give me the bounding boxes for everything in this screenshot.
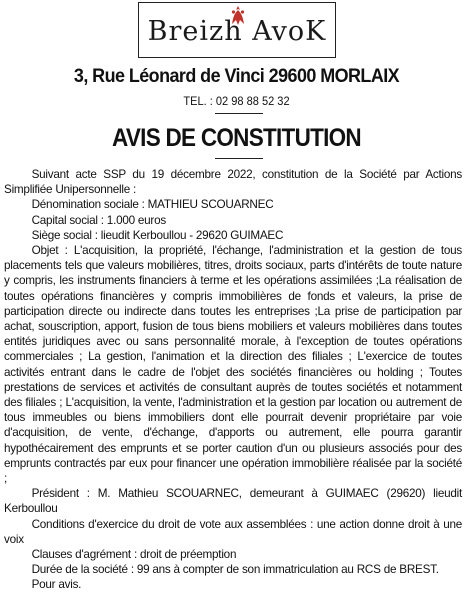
office-phone: TEL. : 02 98 88 52 32 — [183, 94, 290, 108]
siege-line: Siège social : lieudit Kerboullou - 29620 GUIMAEC — [31, 227, 284, 242]
office-address: 3, Rue Léonard de Vinci 29600 MORLAIX — [73, 65, 400, 87]
conditions-paragraph: Conditions d'exercice du droit de vote aux assemblées : une action donne droit à une voix — [4, 516, 463, 546]
objet-paragraph: Objet : L'acquisition, la propriété, l'échange, l'administration et la gestion de tous placements tels que valeurs mobilières, titres, droits sociaux, parts d'intérêts de toute nature y compris, les instruments financiers à terme et les opérations assimilées ;La réalisation de toutes opérations financières y compris immobilières de fonds et valeurs, la prise de participation directe ou indirecte dans toutes les entreprises ;La prise de participation par achat, souscription, apport, fusion de tous biens mobiliers et valeurs mobilières dans toutes entités juridiques avec ou sans personnalité morale, à l'exception de toutes opérations commerciales ; La gestion, l'animation et la direction des filiales ; L'exercice de toutes activités entrant dans le cadre de l'objet des sociétés financières ou holding ; Toutes prestations de services et activités de consultant auprès de toutes sociétés et notamment des filiales ; L'acquisition, la vente, l'administration et la gestion par location ou autrement de tous immeubles ou biens immobiliers dont elle pourrait devenir propriétaire par voie d'acquisition, de vente, d'échange, d'apports ou autrement, elle pourra garantir hypothécairement des emprunts et se porter caution d'un ou plusieurs associés pour des emprunts contractés par eux pour financer une opération immobilière réalisée par la société ; — [4, 243, 463, 486]
clauses-line: Clauses d'agrément : droit de préemption — [31, 547, 237, 562]
notice-body — [4, 167, 462, 593]
capital-line: Capital social : 1.000 euros — [31, 212, 166, 227]
intro-paragraph: Suivant acte SSP du 19 décembre 2022, constitution de la Société par Actions Simplifiée Unipersonnelle : — [4, 167, 463, 197]
pour-avis-line: Pour avis. — [31, 577, 82, 592]
president-paragraph: Président : M. Mathieu SCOUARNEC, demeurant à GUIMAEC (29620) lieudit Kerboullou — [4, 486, 463, 516]
brand-logo — [138, 2, 336, 58]
notice-title: AVIS DE CONSTITUTION — [112, 124, 361, 152]
duree-line: Durée de la société : 99 ans à compter de son immatriculation au RCS de BREST. — [31, 562, 439, 577]
divider-bottom — [215, 158, 263, 159]
denomination-line: Dénomination sociale : MATHIEU SCOUARNEC — [31, 197, 274, 212]
logo-wordmark: Breizh AvoK — [147, 16, 327, 47]
divider-top — [215, 113, 263, 114]
